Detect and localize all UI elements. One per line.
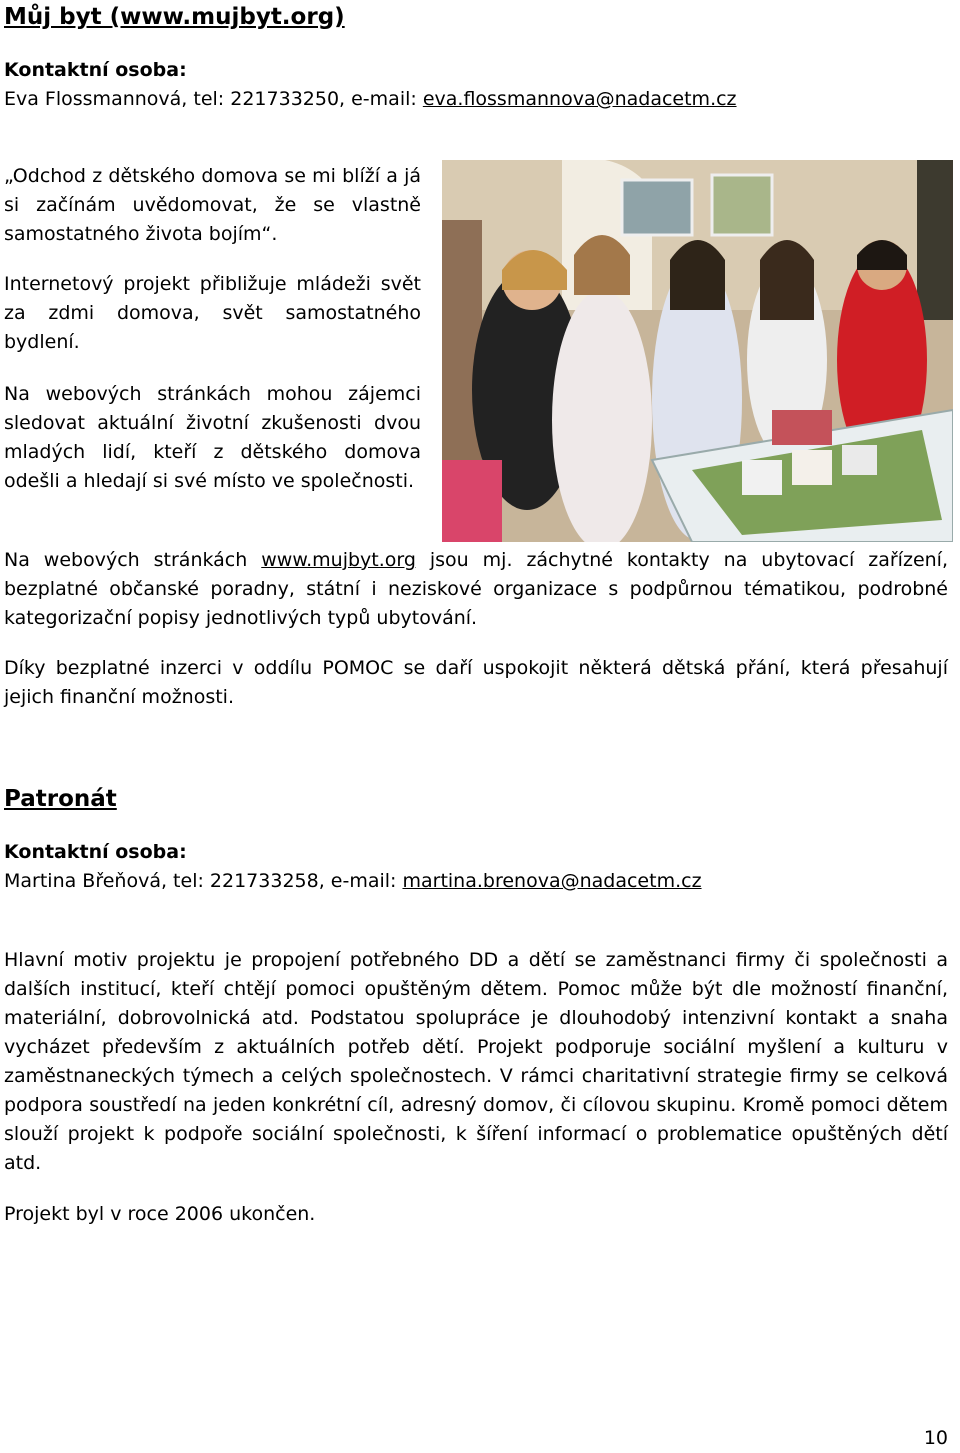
intro-paragraph: Internetový projekt přibližuje mládeži svět za zdmi domova, svět samostatného bydlení.: [4, 273, 421, 353]
links-text-pre: Na webových stránkách: [4, 549, 262, 571]
help-paragraph: Díky bezplatné inzerci v oddílu POMOC se daří uspokojit některá dětská přání, která přesahují jejich finanční možnosti.: [4, 657, 948, 708]
contact-email-link[interactable]: martina.brenova@nadacetm.cz: [402, 870, 702, 892]
contact-label: Kontaktní osoba:: [4, 59, 187, 81]
section-title-mujbyt: Můj byt (www.mujbyt.org): [4, 4, 345, 30]
contact-info: Martina Břeňová, tel: 221733258, e-mail:: [4, 870, 403, 892]
page-number: 10: [923, 1427, 948, 1449]
project-ended-paragraph: Projekt byl v roce 2006 ukončen.: [4, 1203, 316, 1225]
contact-email-link[interactable]: eva.flossmannova@nadacetm.cz: [422, 88, 737, 110]
quote-paragraph: „Odchod z dětského domova se mi blíží a já si začínám uvědomovat, že se vlastně samostatného života bojím“.: [4, 165, 421, 245]
links-paragraph: [4, 546, 948, 633]
contact-block-1: [4, 56, 737, 114]
links-text-post: jsou mj. záchytné kontakty na ubytovací zařízení, bezplatné občanské poradny, státní i neziskové organizace s podpůrnou tématikou, podrobné kategorizační popisy jednotlivých typů ubytování.: [4, 549, 948, 629]
contact-block-2: [4, 838, 702, 896]
contact-info: Eva Flossmannová, tel: 221733250, e-mail:: [4, 88, 423, 110]
section-title-patronat: Patronát: [4, 786, 117, 812]
mujbyt-link[interactable]: www.mujbyt.org: [261, 549, 416, 571]
patronat-paragraph: Hlavní motiv projektu je propojení potřebného DD a dětí se zaměstnanci firmy či společnosti a dalších institucí, kteří chtějí pomoci opuštěným dětem. Pomoc může být dle možností finanční, materiální, dobrovolnická atd. Podstatou spolupráce je dlouhodobý intenzivní kontakt a snaha vycházet především z aktuálních potřeb dětí. Projekt podporuje sociální myšlení a kulturu v zaměstnaneckých týmech a celých společnostech. V rámci charitativní strategie firmy se celková podpora soustředí na jeden konkrétní cíl, adresný domov, či cílovou skupinu. Kromě pomoci dětem slouží projekt k podpoře sociální společnosti, k šíření informací o problematice opuštěných dětí atd.: [4, 949, 948, 1174]
web-paragraph: Na webových stránkách mohou zájemci sledovat aktuální životní zkušenosti dvou mladých lidí, kteří z dětského domova odešli a hledají si své místo ve společnosti.: [4, 383, 421, 492]
document-page: [4, 0, 948, 1451]
photo-illustration: [442, 160, 953, 542]
contact-label: Kontaktní osoba:: [4, 841, 187, 863]
photo-children-with-housing-model: [442, 160, 953, 542]
